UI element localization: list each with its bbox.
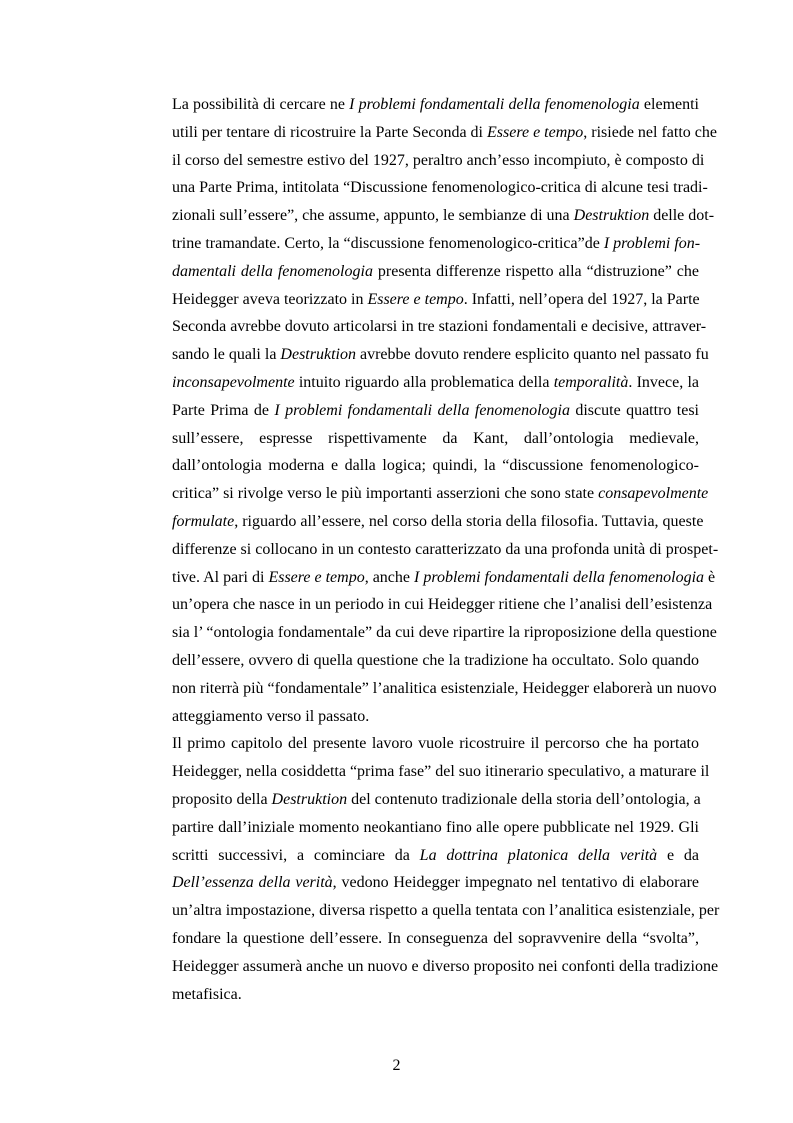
text-segment: dell’essere, ovvero di quella questione che la tradizione ha occultato. Solo quando (172, 651, 699, 669)
text-segment: elementi (639, 96, 700, 113)
italic-text: consapevolmente (598, 485, 709, 503)
text-segment: Heidegger assumerà anche un nuovo e diverso proposito nei confonti della tradizione (172, 957, 719, 975)
text-line (152, 91, 699, 119)
paragraph-2 (152, 730, 720, 1008)
italic-text: formulate (172, 512, 235, 530)
text-line (152, 897, 720, 925)
italic-text: Essere e tempo (487, 123, 584, 141)
text-segment: è (704, 568, 716, 586)
text-segment: Parte Prima de (172, 401, 275, 419)
italic-text: Dell’essenza della verità (172, 874, 333, 892)
text-line (152, 174, 708, 202)
italic-text: I problemi fondamentali della fenomenologia (349, 96, 640, 113)
text-segment: intuito riguardo alla problematica della (294, 373, 554, 391)
text-segment: non riterrà più “fondamentale” l’analitica esistenziale, Heidegger elaborerà un nuovo (172, 679, 717, 697)
text-segment: discute quattro tesi (569, 401, 699, 419)
body-text (152, 91, 720, 1008)
italic-text: I problemi fondamentali della fenomenologia (414, 568, 705, 586)
text-line (152, 147, 705, 175)
text-segment: La possibilità di cercare ne (172, 96, 350, 113)
text-line (152, 230, 699, 258)
text-segment: sull’essere, espresse rispettivamente da Kant, dall’ontologia medievale, (172, 429, 699, 447)
text-line (152, 758, 710, 786)
text-line (152, 675, 717, 703)
text-segment: Il primo capitolo del presente lavoro vuole ricostruire il percorso che ha portato (172, 735, 699, 753)
text-segment: tive. Al pari di (172, 568, 269, 586)
text-segment: sando le quali la (172, 346, 281, 364)
text-line (152, 258, 699, 286)
text-segment: , risiede nel fatto che (583, 123, 717, 141)
text-line (152, 452, 699, 480)
text-segment: , riguardo all’essere, nel corso della storia della filosofia. Tuttavia, queste (234, 512, 704, 530)
italic-text: Essere e tempo (268, 568, 365, 586)
text-segment: trine tramandate. Certo, la “discussione fenomenologico-critica”de (172, 234, 604, 252)
text-segment: dall’ontologia moderna e dalla logica; quindi, la “discussione fenomenologico- (172, 457, 699, 475)
text-line (152, 647, 699, 675)
text-segment: Heidegger aveva teorizzato in (172, 290, 368, 308)
italic-text: temporalità (553, 373, 629, 391)
italic-text: inconsapevolmente (172, 373, 295, 391)
text-segment: sia l’ “ontologia fondamentale” da cui deve ripartire la riproposizione della questione (172, 624, 717, 642)
text-line (152, 619, 717, 647)
text-segment: proposito della (172, 790, 272, 808)
text-segment: avrebbe dovuto rendere esplicito quanto nel passato fu (355, 346, 709, 364)
italic-text: Destruktion (573, 207, 650, 225)
text-line (152, 925, 699, 953)
text-line (152, 564, 716, 592)
text-line (152, 425, 699, 453)
text-segment: un’altra impostazione, diversa rispetto a quella tentata con l’analitica esistenziale, per (172, 902, 720, 920)
text-segment: fondare la questione dell’essere. In conseguenza del sopravvenire della “svolta”, (172, 929, 699, 947)
text-line (152, 842, 699, 870)
italic-text: I problemi fondamentali della fenomenologia (274, 401, 570, 419)
italic-text: La dottrina platonica della verità (419, 846, 658, 864)
text-segment: e da (657, 846, 699, 864)
text-segment: Seconda avrebbe dovuto articolarsi in tre stazioni fondamentali e decisive, attraver- (172, 318, 707, 336)
text-line (152, 341, 709, 369)
text-segment: partire dall’iniziale momento neokantiano fino alle opere pubblicate nel 1929. Gli (172, 818, 699, 836)
italic-text: Destruktion (280, 346, 356, 364)
italic-text: damentali della fenomenologia (172, 262, 373, 280)
text-segment: , vedono Heidegger impegnato nel tentativo di elaborare (332, 874, 699, 892)
text-segment: critica” si rivolge verso le più importanti asserzioni che sono state (172, 485, 599, 503)
text-segment: presenta differenze rispetto alla “distruzione” che (372, 262, 700, 280)
text-segment: utili per tentare di ricostruire la Parte Seconda di (172, 123, 487, 141)
text-line (152, 397, 699, 425)
text-segment: delle dot- (649, 207, 715, 225)
text-segment: del contenuto tradizionale della storia dell’ontologia, a (347, 790, 701, 808)
text-line (152, 869, 699, 897)
text-segment: Heidegger, nella cosiddetta “prima fase” del suo itinerario speculativo, a maturare il (172, 763, 710, 781)
text-line (152, 202, 715, 230)
text-segment: zionali sull’essere”, che assume, appunto, le sembianze di una (172, 207, 574, 225)
text-line (152, 786, 699, 814)
text-segment: il corso del semestre estivo del 1927, peraltro anch’esso incompiuto, è composto di (172, 151, 705, 169)
text-line (152, 369, 699, 397)
text-line (152, 730, 699, 758)
text-segment: differenze si collocano in un contesto caratterizzato da una profonda unità di prospet- (172, 540, 719, 558)
italic-text: Destruktion (271, 790, 348, 808)
text-segment: , anche (364, 568, 415, 586)
text-line (152, 536, 719, 564)
page-number: 2 (392, 1057, 401, 1074)
paragraph-1 (152, 91, 719, 730)
text-line (152, 981, 699, 1009)
text-segment: . Infatti, nell’opera del 1927, la Parte (463, 290, 700, 308)
text-line (152, 953, 719, 981)
text-line (152, 508, 704, 536)
text-segment: . Invece, la (628, 373, 699, 391)
text-segment: una Parte Prima, intitolata “Discussione fenomenologico-critica di alcune tesi tradi- (172, 179, 708, 197)
text-line (152, 814, 699, 842)
italic-text: I problemi fon- (603, 234, 701, 252)
text-segment: atteggiamento verso il passato. (172, 707, 370, 725)
text-line (152, 119, 717, 147)
text-line (152, 313, 707, 341)
text-segment: scritti successivi, a cominciare da (172, 846, 420, 864)
text-line (152, 591, 713, 619)
text-line (152, 480, 709, 508)
text-segment: metafisica. (172, 985, 242, 1003)
italic-text: Essere e tempo (367, 290, 464, 308)
text-line (152, 286, 699, 314)
text-segment: un’opera che nasce in un periodo in cui Heidegger ritiene che l’analisi dell’esistenza (172, 596, 713, 614)
text-line (152, 703, 699, 731)
